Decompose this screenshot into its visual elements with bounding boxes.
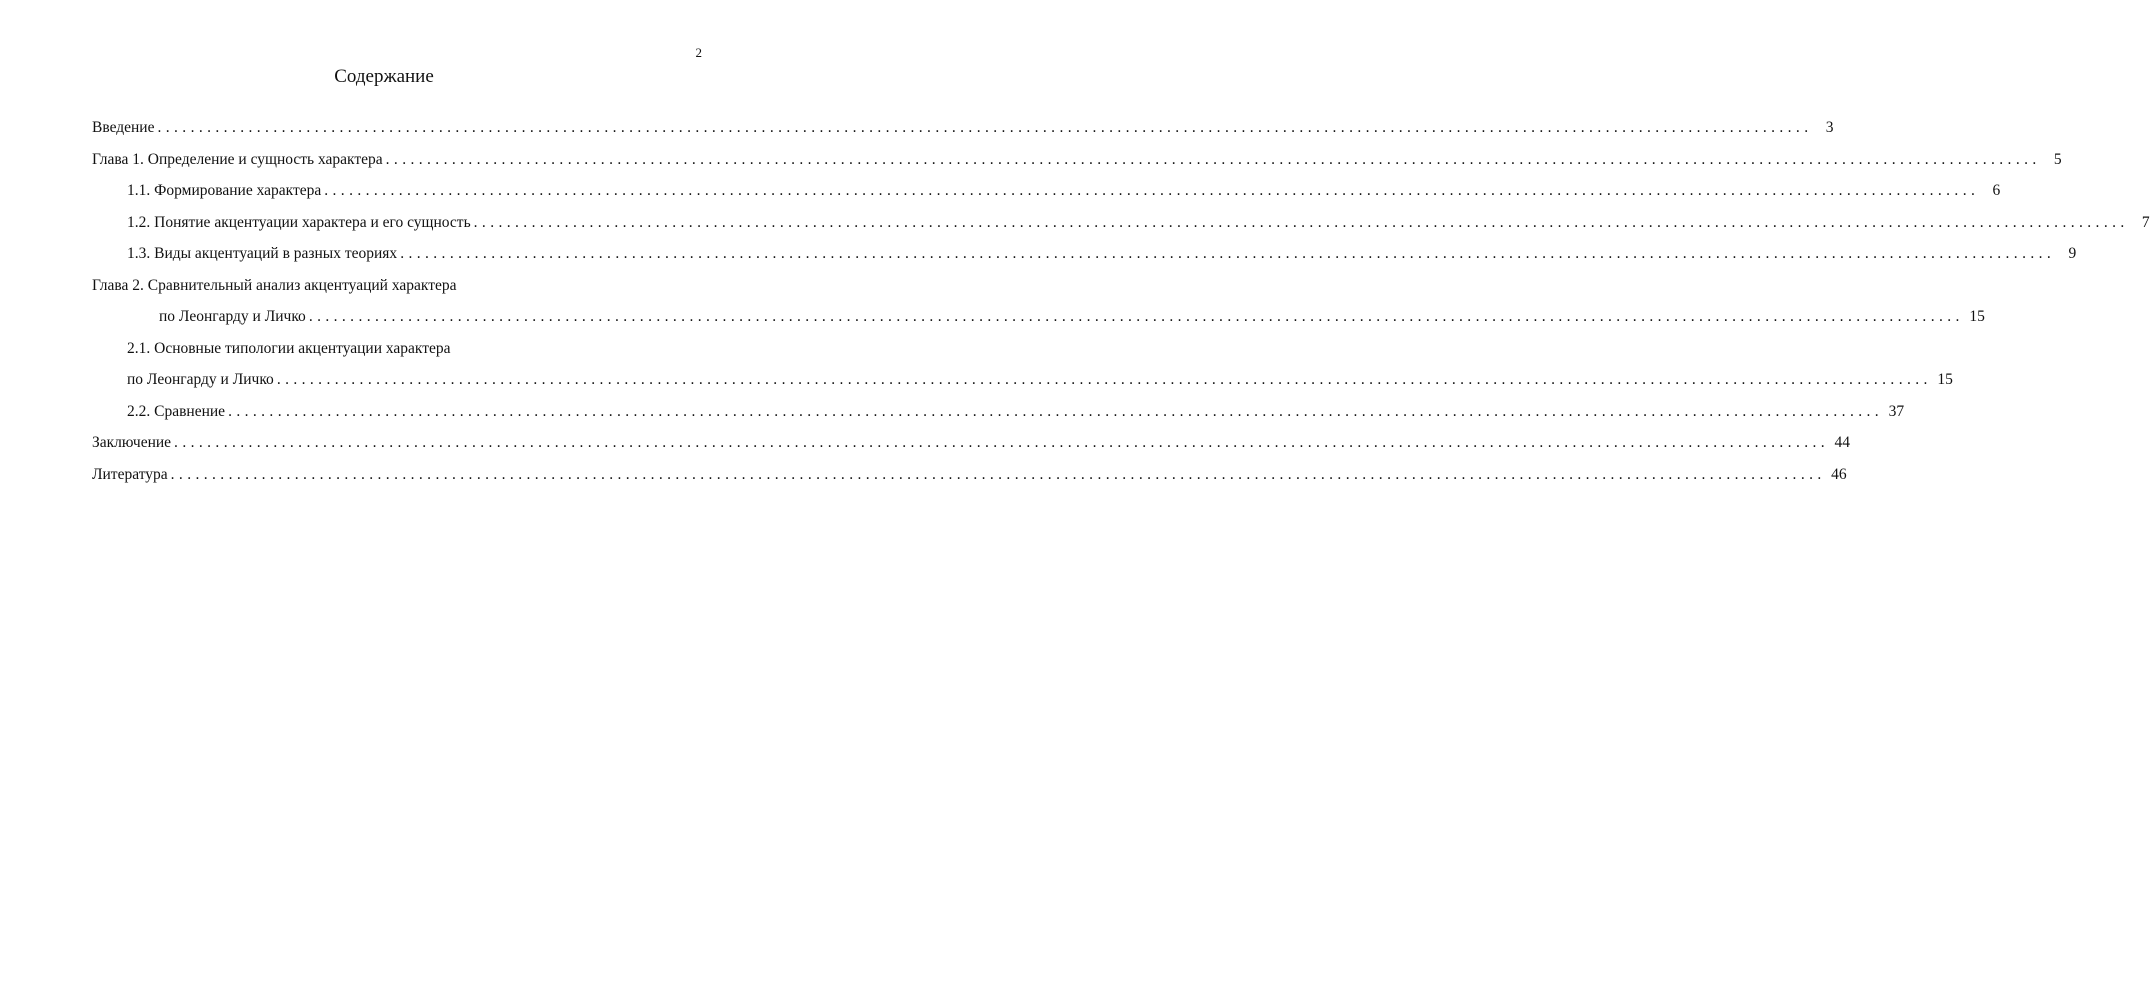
- dot-leader: ........................................................................................................................................................................................................: [308, 308, 1964, 325]
- toc-entry-page: 44: [1834, 434, 1851, 451]
- toc-entry-text: 1.2. Понятие акцентуации характера и его сущность: [127, 213, 471, 231]
- table-of-contents: [92, 112, 2150, 490]
- toc-entry-page: 7: [2141, 213, 2150, 231]
- toc-entry-text: по Леонгарду и Личко: [159, 308, 306, 325]
- toc-entry-conclusion[interactable]: [92, 427, 1851, 459]
- toc-entry-section-2-1-continuation[interactable]: [127, 364, 1953, 396]
- toc-entry-section-2-2[interactable]: [127, 396, 1905, 428]
- toc-entry-introduction[interactable]: [92, 112, 1834, 144]
- toc-entry-page: 37: [1888, 402, 1905, 420]
- toc-entry-chapter-2-continuation[interactable]: [159, 301, 1985, 333]
- toc-entry-text: Литература: [92, 465, 168, 483]
- toc-entry-page: 15: [1969, 308, 1985, 325]
- toc-entry-text: Глава 2. Сравнительный анализ акцентуаций характера: [92, 276, 457, 294]
- toc-entry-text: 1.1. Формирование характера: [127, 182, 322, 199]
- dot-leader: ........................................................................................................................................................................................................: [174, 434, 1830, 451]
- dot-leader: ........................................................................................................................................................................................................: [324, 182, 1980, 199]
- toc-entry-text: Глава 1. Определение и сущность характера: [92, 150, 383, 168]
- dot-leader: ........................................................................................................................................................................................................: [228, 402, 1884, 420]
- toc-entry-section-1-3[interactable]: [127, 238, 2077, 270]
- toc-entry-chapter-1[interactable]: [92, 144, 2062, 176]
- toc-entry-page: 15: [1937, 371, 1953, 388]
- toc-entry-page: 46: [1831, 465, 1847, 483]
- toc-entry-section-2-1[interactable]: [127, 333, 692, 365]
- toc-title: Содержание: [334, 66, 434, 87]
- toc-entry-chapter-2[interactable]: [92, 270, 692, 302]
- toc-entry-page: 5: [2053, 150, 2062, 168]
- dot-leader: ........................................................................................................................................................................................................: [385, 150, 2041, 168]
- toc-entry-page: 9: [2068, 245, 2077, 262]
- toc-entry-text: по Леонгарду и Личко: [127, 371, 274, 388]
- toc-entry-section-1-2[interactable]: [127, 207, 2150, 239]
- dot-leader: ........................................................................................................................................................................................................: [170, 465, 1826, 483]
- toc-entry-text: Заключение: [92, 434, 172, 451]
- toc-entry-section-1-1[interactable]: [127, 175, 2001, 207]
- dot-leader: ........................................................................................................................................................................................................: [400, 245, 2056, 262]
- toc-entry-literature[interactable]: [92, 459, 1847, 491]
- dot-leader: ........................................................................................................................................................................................................: [157, 119, 1813, 136]
- toc-entry-text: 2.2. Сравнение: [127, 402, 226, 420]
- page-number: 2: [695, 45, 702, 60]
- toc-entry-text: Введение: [92, 119, 155, 136]
- dot-leader: ........................................................................................................................................................................................................: [276, 371, 1932, 388]
- dot-leader: ........................................................................................................................................................................................................: [473, 213, 2129, 231]
- toc-entry-page: 6: [1992, 182, 2001, 199]
- toc-entry-page: 3: [1825, 119, 1834, 136]
- toc-entry-text: 2.1. Основные типологии акцентуации характера: [127, 339, 451, 357]
- toc-entry-text: 1.3. Виды акцентуаций в разных теориях: [127, 245, 398, 262]
